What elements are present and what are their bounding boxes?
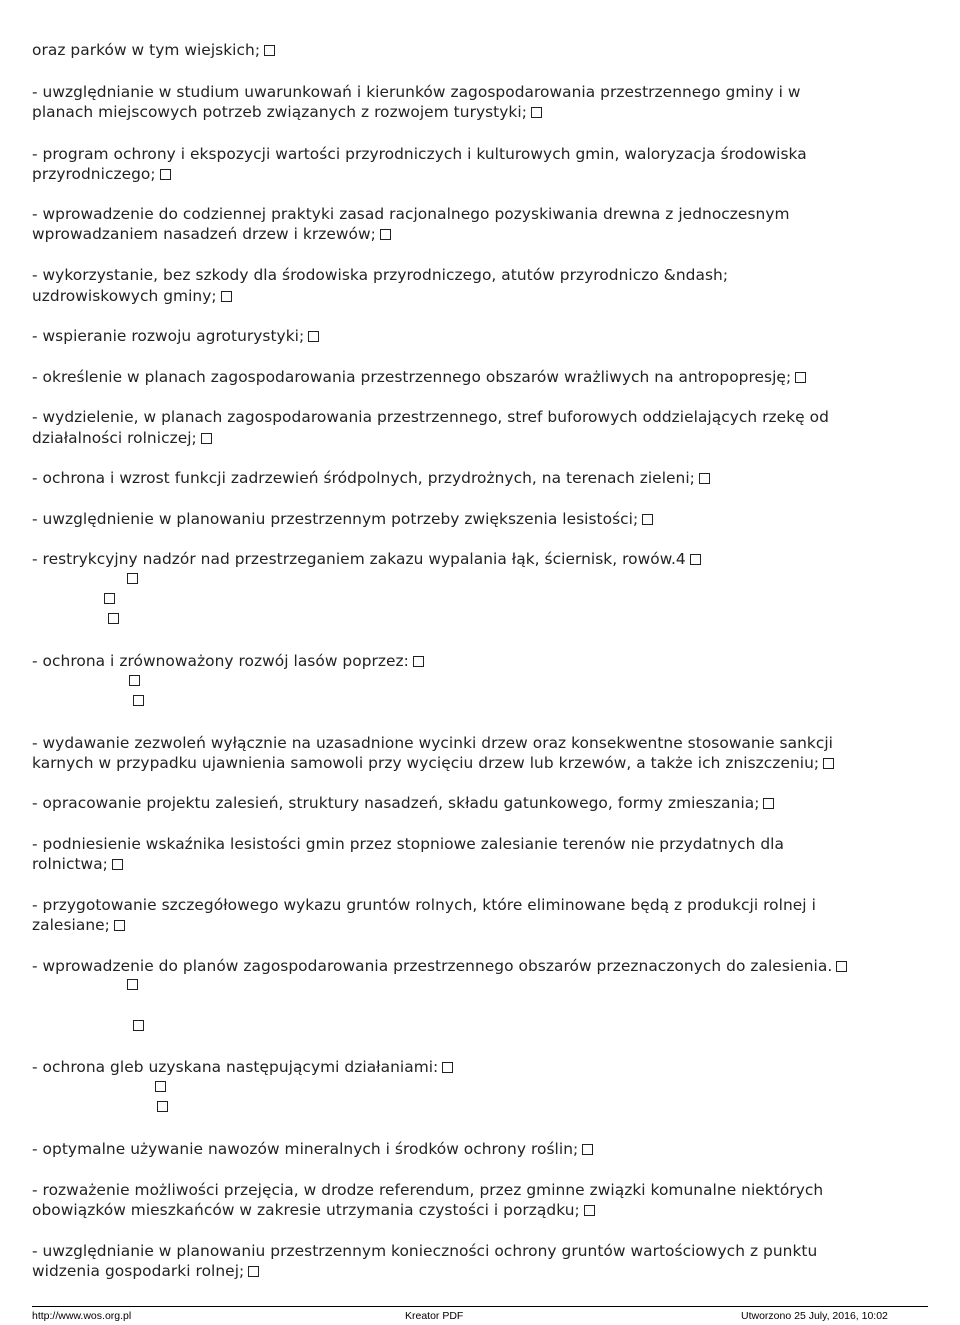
line-text: obowiązków mieszkańców w zakresie utrzymania czystości i porządku; [32, 1201, 580, 1219]
paragraph-line [32, 286, 232, 306]
missing-glyph-box [201, 433, 212, 444]
missing-glyph-box [584, 1205, 595, 1216]
line-text: - uwzględnianie w planowaniu przestrzennym konieczności ochrony gruntów wartościowych z punktu [32, 1242, 818, 1260]
missing-glyph-box [531, 107, 542, 118]
missing-glyph-box [155, 1081, 166, 1092]
missing-glyph-box [795, 372, 806, 383]
missing-glyph-box [836, 961, 847, 972]
paragraph-line [32, 753, 834, 773]
footer-creator: Kreator PDF [405, 1310, 464, 1322]
missing-glyph-box [127, 979, 138, 990]
line-text: - restrykcyjny nadzór nad przestrzeganiem zakazu wypalania łąk, ściernisk, rowów.4 [32, 550, 686, 568]
line-text: - ochrona i zrównoważony rozwój lasów poprzez: [32, 652, 409, 670]
line-text: widzenia gospodarki rolnej; [32, 1262, 245, 1280]
missing-glyph-box [160, 169, 171, 180]
paragraph-line [32, 82, 801, 102]
line-text: - optymalne używanie nawozów mineralnych i środków ochrony roślin; [32, 1140, 579, 1158]
paragraph-line [32, 326, 319, 346]
paragraph-line [32, 915, 125, 935]
line-text: - rozważenie możliwości przejęcia, w drodze referendum, przez gminne związki komunalne niektórych [32, 1181, 824, 1199]
paragraph-line [32, 265, 728, 285]
line-text: wprowadzaniem nasadzeń drzew i krzewów; [32, 225, 376, 243]
line-text: karnych w przypadku ujawnienia samowoli przy wycięciu drzew lub krzewów, a także ich zniszczeniu; [32, 754, 820, 772]
paragraph-line [32, 428, 212, 448]
missing-glyph-box [699, 473, 710, 484]
footer-divider [32, 1306, 928, 1307]
missing-glyph-box [413, 656, 424, 667]
paragraph-line [32, 956, 847, 976]
paragraph-line [32, 1180, 823, 1200]
line-text: - uwzględnianie w studium uwarunkowań i kierunków zagospodarowania przestrzennego gminy i w [32, 83, 801, 101]
missing-glyph-box [642, 514, 653, 525]
missing-glyph-box [127, 573, 138, 584]
paragraph-line [32, 164, 171, 184]
paragraph-line [32, 1261, 259, 1281]
paragraph-line [32, 102, 542, 122]
missing-glyph-box [582, 1144, 593, 1155]
footer-created-date: Utworzono 25 July, 2016, 10:02 [741, 1310, 888, 1322]
paragraph-line [32, 1057, 453, 1077]
line-text: - wydzielenie, w planach zagospodarowania przestrzennego, stref buforowych oddzielających rzekę od [32, 408, 829, 426]
paragraph-line [32, 144, 807, 164]
missing-glyph-box [129, 675, 140, 686]
missing-glyph-box [133, 1020, 144, 1031]
line-text: - opracowanie projektu zalesień, struktury nasadzeń, składu gatunkowego, formy zmieszania; [32, 794, 760, 812]
line-text: planach miejscowych potrzeb związanych z rozwojem turystyki; [32, 103, 527, 121]
missing-glyph-box [264, 45, 275, 56]
paragraph-line [32, 468, 710, 488]
line-text: - wydawanie zezwoleń wyłącznie na uzasadnione wycinki drzew oraz konsekwentne stosowanie sankcji [32, 734, 834, 752]
missing-glyph-box [248, 1266, 259, 1277]
paragraph-line [32, 367, 806, 387]
missing-glyph-box [157, 1101, 168, 1112]
missing-glyph-box [112, 859, 123, 870]
line-text: - przygotowanie szczegółowego wykazu gruntów rolnych, które eliminowane będą z produkcji rolnej i [32, 896, 816, 914]
paragraph-line [32, 651, 424, 671]
paragraph-line [32, 1139, 593, 1159]
missing-glyph-box [380, 229, 391, 240]
missing-glyph-box [108, 613, 119, 624]
missing-glyph-box [114, 920, 125, 931]
paragraph-line [32, 834, 784, 854]
paragraph-line [32, 895, 816, 915]
paragraph-line [32, 1200, 595, 1220]
line-text: - wprowadzenie do codziennej praktyki zasad racjonalnego pozyskiwania drewna z jednoczesnym [32, 205, 790, 223]
line-text: - wprowadzenie do planów zagospodarowania przestrzennego obszarów przeznaczonych do zalesienia. [32, 957, 833, 975]
line-text: działalności rolniczej; [32, 429, 197, 447]
line-text: - wykorzystanie, bez szkody dla środowiska przyrodniczego, atutów przyrodniczo &ndash; [32, 266, 729, 284]
line-text: uzdrowiskowych gminy; [32, 287, 217, 305]
line-text: - określenie w planach zagospodarowania przestrzennego obszarów wrażliwych na antropopresję; [32, 368, 792, 386]
line-text: - podniesienie wskaźnika lesistości gmin przez stopniowe zalesianie terenów nie przydatnych dla [32, 835, 784, 853]
missing-glyph-box [823, 758, 834, 769]
paragraph-line [32, 40, 275, 60]
paragraph-line [32, 549, 701, 569]
missing-glyph-box [690, 554, 701, 565]
missing-glyph-box [133, 695, 144, 706]
line-text: rolnictwa; [32, 855, 108, 873]
footer-url[interactable]: http://www.wos.org.pl [32, 1310, 132, 1322]
missing-glyph-box [308, 331, 319, 342]
missing-glyph-box [763, 798, 774, 809]
paragraph-line [32, 407, 829, 427]
paragraph-line [32, 509, 653, 529]
line-text: przyrodniczego; [32, 165, 156, 183]
line-text: - wspieranie rozwoju agroturystyki; [32, 327, 305, 345]
line-text: - program ochrony i ekspozycji wartości przyrodniczych i kulturowych gmin, waloryzacja środowiska [32, 145, 807, 163]
paragraph-line [32, 733, 833, 753]
paragraph-line [32, 793, 774, 813]
line-text: oraz parków w tym wiejskich; [32, 41, 261, 59]
paragraph-line [32, 854, 123, 874]
missing-glyph-box [104, 593, 115, 604]
line-text: - uwzględnienie w planowaniu przestrzennym potrzeby zwiększenia lesistości; [32, 510, 639, 528]
line-text: - ochrona i wzrost funkcji zadrzewień śródpolnych, przydrożnych, na terenach zieleni; [32, 469, 695, 487]
line-text: - ochrona gleb uzyskana następującymi działaniami: [32, 1058, 439, 1076]
line-text: zalesiane; [32, 916, 110, 934]
paragraph-line [32, 1241, 817, 1261]
paragraph-line [32, 224, 391, 244]
missing-glyph-box [221, 291, 232, 302]
missing-glyph-box [442, 1062, 453, 1073]
paragraph-line [32, 204, 790, 224]
